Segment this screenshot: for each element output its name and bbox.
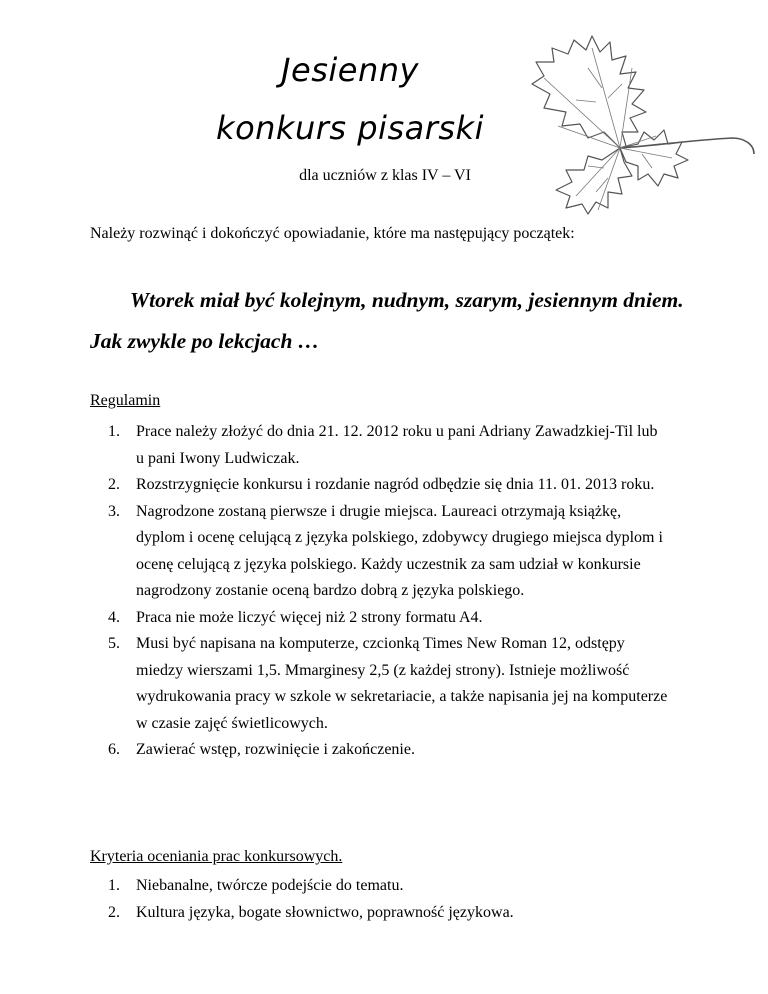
title-line-1: Jesienny [281, 51, 419, 89]
list-item [108, 900, 668, 927]
item-number: 1. [108, 877, 120, 894]
list-item [108, 873, 668, 900]
item-text: Kultura języka, bogate słownictwo, poprawność językowa. [136, 903, 514, 921]
list-item [108, 419, 668, 472]
item-text: Rozstrzygnięcie konkursu i rozdanie nagród odbędzie się dnia 11. 01. 2013 roku. [136, 476, 655, 493]
item-number: 5. [108, 635, 120, 652]
item-text: Prace należy złożyć do dnia 21. 12. 2012 roku u pani Adriany Zawadzkiej-Til lub u pani Iwony Ludwiczak. [136, 423, 658, 467]
item-text: Niebanalne, twórcze podejście do tematu. [136, 877, 404, 894]
regulamin-list [108, 419, 668, 764]
item-number: 2. [108, 903, 120, 921]
list-item [108, 737, 668, 764]
regulamin-heading: Regulamin [90, 392, 161, 409]
intro-text: Należy rozwinąć i dokończyć opowiadanie, które ma następujący początek: [90, 225, 575, 242]
item-text: Musi być napisana na komputerze, czcionką Times New Roman 12, odstępy miedzy wierszami 1,5. Mmarginesy 2,5 (z każdej strony). Istnieje możliwość wydrukowania pracy w szkole w sekretariacie, a także napisania jej na komputerze w czasie zajęć świetlicowych. [136, 635, 668, 732]
item-number: 1. [108, 423, 120, 440]
list-item [108, 631, 668, 737]
item-number: 6. [108, 741, 120, 758]
subtitle: dla uczniów z klas IV – VI [299, 167, 471, 184]
kryteria-heading: Kryteria oceniania prac konkursowych. [90, 848, 343, 865]
list-item [108, 605, 668, 632]
item-number: 4. [108, 608, 120, 626]
item-text: Nagrodzone zostaną pierwsze i drugie miejsca. Laureaci otrzymają książkę, dyplom i ocenę celującą z języka polskiego, zdobywcy drugiego miejsca dyplom i ocenę celującą z języka polskiego. Każdy uczestnik za sam udział w konkursie nagrodzony zostanie oceną bardzo dobrą z języka polskiego. [136, 502, 663, 599]
item-text: Zawierać wstęp, rozwinięcie i zakończenie. [136, 741, 415, 758]
list-item [108, 499, 668, 605]
kryteria-list [108, 873, 668, 926]
item-text: Praca nie może liczyć więcej niż 2 strony formatu A4. [136, 608, 483, 626]
list-item [108, 472, 668, 499]
item-number: 2. [108, 476, 120, 493]
title-line-2: konkurs pisarski [216, 109, 484, 147]
story-opening: Wtorek miał być kolejnym, nudnym, szarym, jesiennym dniem. Jak zwykle po lekcjach … [90, 288, 684, 353]
item-number: 3. [108, 502, 120, 520]
